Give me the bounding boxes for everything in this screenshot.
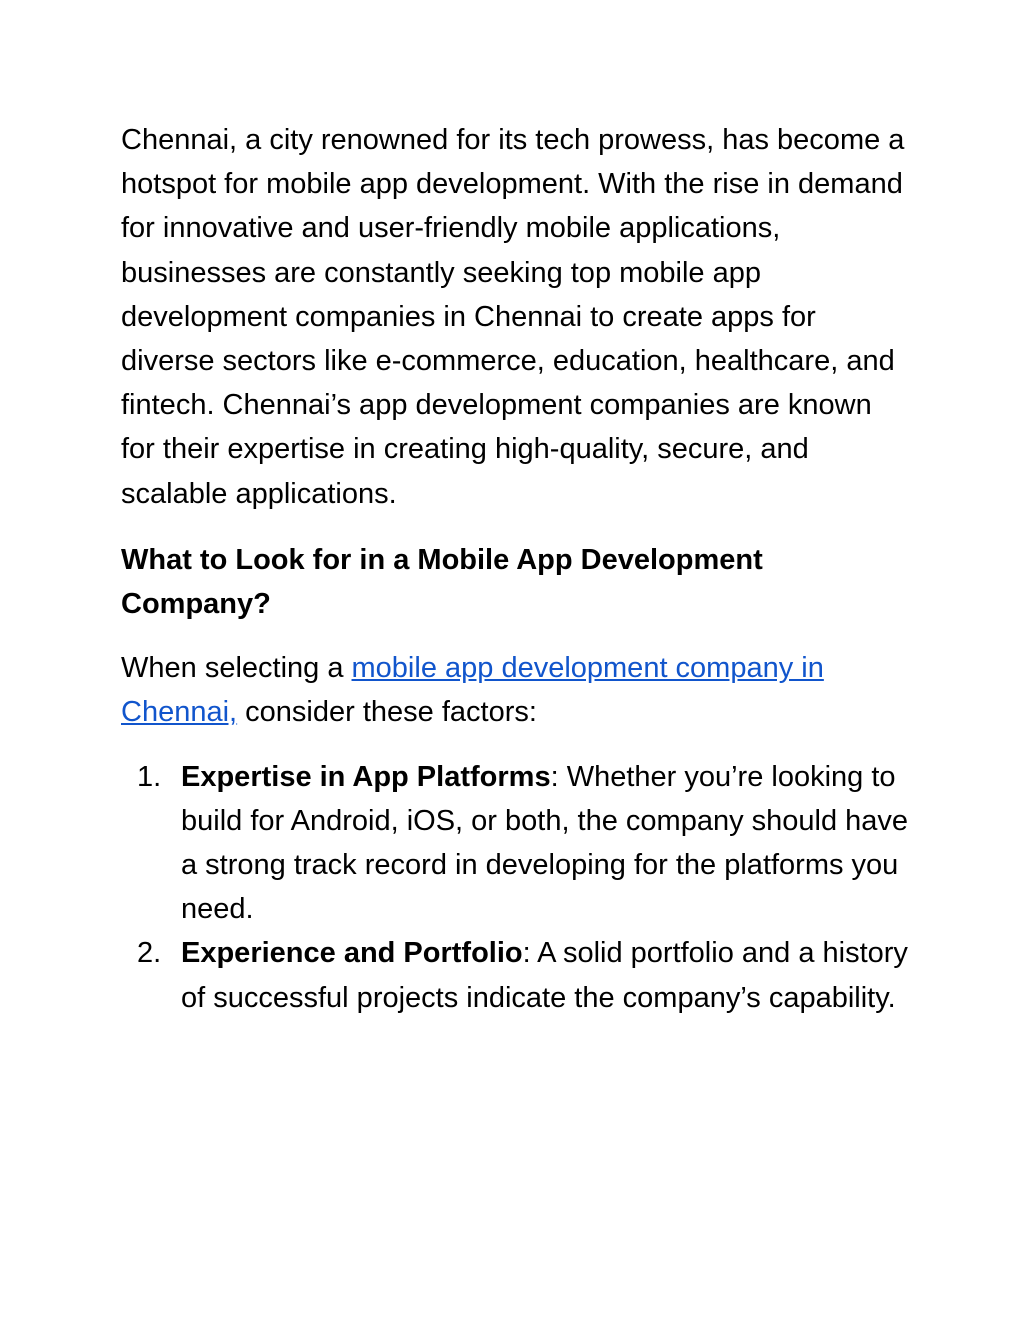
lead-prefix: When selecting a: [121, 652, 352, 685]
section-heading: What to Look for in a Mobile App Development Company?: [121, 543, 763, 621]
intro-paragraph: Chennai, a city renowned for its tech prowess, has become a hotspot for mobile app development. With the rise in demand for innovative and user-friendly mobile applications, businesses are constantly seeking top mobile app development companies in Chennai to create apps for diverse sectors like e-commerce, education, healthcare, and fintech. Chennai’s app development companies are known for their expertise in creating high-quality, secure, and scalable applications.: [121, 124, 905, 510]
list-item-number: 2.: [137, 937, 162, 970]
lead-suffix: consider these factors:: [237, 696, 537, 729]
list-item-title: Experience and Portfolio: [181, 937, 523, 970]
list-item-number: 1.: [137, 760, 162, 793]
list-item-title: Expertise in App Platforms: [181, 760, 551, 793]
factors-list: [121, 755, 911, 1020]
lead-paragraph: [121, 646, 911, 734]
document-page: [121, 118, 911, 1020]
company-link[interactable]: mobile app development company in Chennai,: [121, 652, 824, 729]
list-item-text: : A solid portfolio and a history of successful projects indicate the company’s capability.: [181, 937, 908, 1014]
list-item: [121, 755, 911, 932]
list-item-text: : Whether you’re looking to build for Android, iOS, or both, the company should have a strong track record in developing for the platforms you need.: [181, 760, 909, 926]
list-item: [121, 931, 911, 1019]
